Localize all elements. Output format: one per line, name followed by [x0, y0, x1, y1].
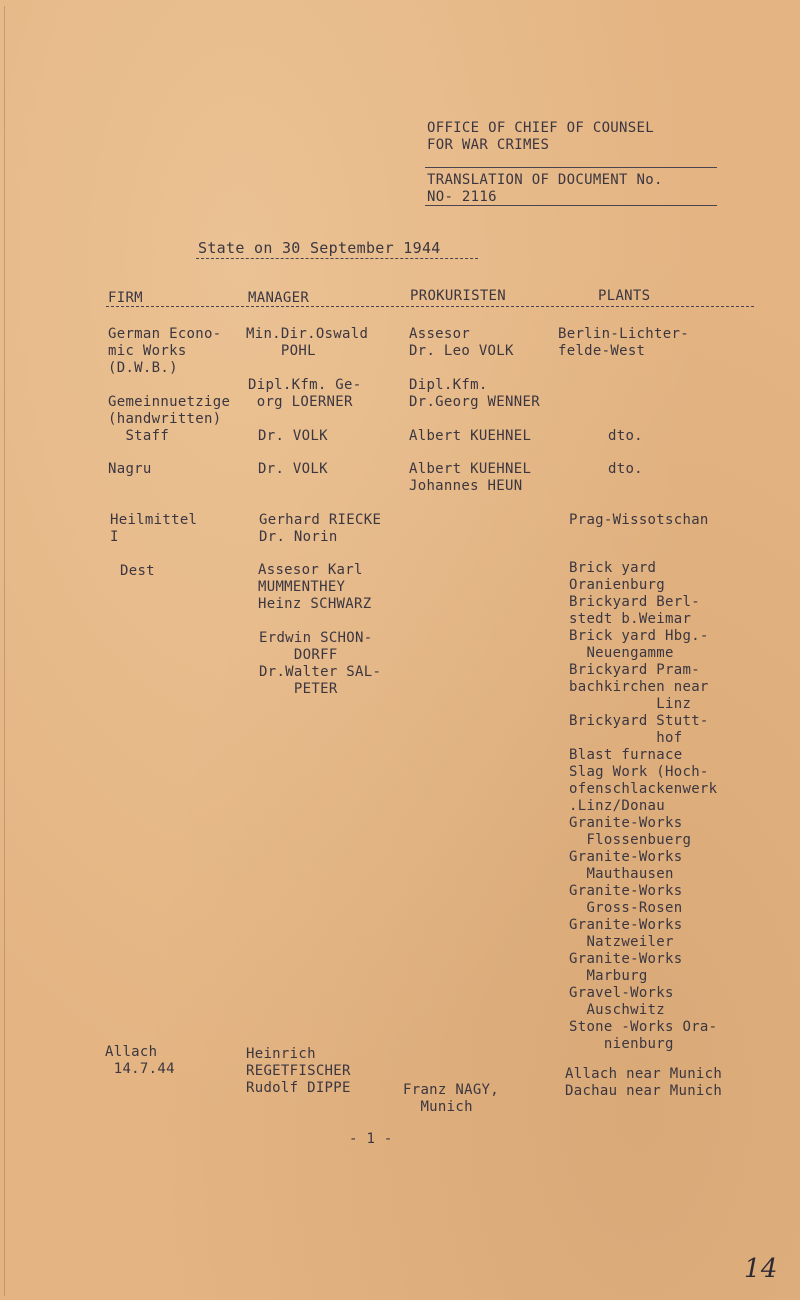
title-underline	[196, 258, 478, 259]
manager-dwb: Min.Dir.Oswald POHL	[246, 326, 369, 359]
manager-dest-group-1: Assesor Karl MUMMENTHEY Heinz SCHWARZ	[258, 562, 372, 612]
firm-heilmittel: Heilmittel I	[110, 512, 198, 545]
plants-dest: Brick yard Oranienburg Brickyard Berl- stedt b.Weimar Brick yard Hbg.- Neuengamme Brickyard Pram- bachkirchen near Linz Brickyard Stutt- hof Blast furnace Slag Work (Hoch- ofenschlackenwerk .Linz/Donau Granite-Works Flossenbuerg Granite-Works Mauthausen Granite-Works Gross-Rosen Granite-Works Natzweiler Granite-Works Marburg Gravel-Works Auschwitz Stone -Works Ora- nienburg	[569, 560, 718, 1052]
page-title: State on 30 September 1944	[198, 239, 441, 257]
office-line-2: FOR WAR CRIMES	[427, 137, 550, 153]
office-line-1: OFFICE OF CHIEF OF COUNSEL	[427, 120, 654, 136]
manager-staff: Dr. VOLK	[258, 428, 328, 444]
translation-line-1: TRANSLATION OF DOCUMENT No.	[427, 172, 663, 188]
firm-dest: Dest	[120, 563, 155, 579]
column-header-firm: FIRM	[108, 290, 143, 306]
prokuristen-staff: Albert KUEHNEL	[409, 428, 532, 444]
prokuristen-allach: Franz NAGY, Munich	[403, 1082, 500, 1115]
column-header-manager: MANAGER	[248, 290, 310, 306]
firm-dwb: German Econo- mic Works (D.W.B.)	[108, 326, 222, 376]
manager-dest-group-2: Erdwin SCHON- DORFF Dr.Walter SAL- PETER	[259, 630, 382, 697]
plants-allach: Allach near Munich Dachau near Munich	[565, 1066, 723, 1099]
manager-gemeinnuetzige: Dipl.Kfm. Ge- org LOERNER	[248, 377, 362, 410]
firm-nagru: Nagru	[108, 461, 152, 477]
plants-dwb: Berlin-Lichter- felde-West	[558, 326, 689, 359]
manager-heilmittel: Gerhard RIECKE Dr. Norin	[259, 512, 382, 545]
handwritten-page-number: 14	[744, 1254, 778, 1284]
prokuristen-nagru: Albert KUEHNEL Johannes HEUN	[409, 461, 532, 494]
plants-staff: dto.	[608, 428, 643, 444]
column-header-rule	[106, 306, 754, 307]
plants-heilmittel: Prag-Wissotschan	[569, 512, 709, 528]
prokuristen-gemeinnuetzige: Dipl.Kfm. Dr.Georg WENNER	[409, 377, 540, 410]
translation-line-2: NO- 2116	[427, 189, 497, 205]
column-header-prokuristen: PROKURISTEN	[410, 288, 507, 304]
plants-nagru: dto.	[608, 461, 643, 477]
firm-gemeinnuetzige: Gemeinnuetzige (handwritten) Staff	[108, 394, 231, 444]
header-rule-bottom	[425, 205, 717, 206]
column-header-plants: PLANTS	[598, 288, 651, 304]
header-rule-top	[425, 167, 717, 168]
page-number: - 1 -	[349, 1131, 393, 1147]
manager-nagru: Dr. VOLK	[258, 461, 328, 477]
prokuristen-dwb: Assesor Dr. Leo VOLK	[409, 326, 514, 359]
manager-allach: Heinrich REGETFISCHER Rudolf DIPPE	[246, 1046, 351, 1096]
firm-allach: Allach 14.7.44	[105, 1044, 175, 1077]
